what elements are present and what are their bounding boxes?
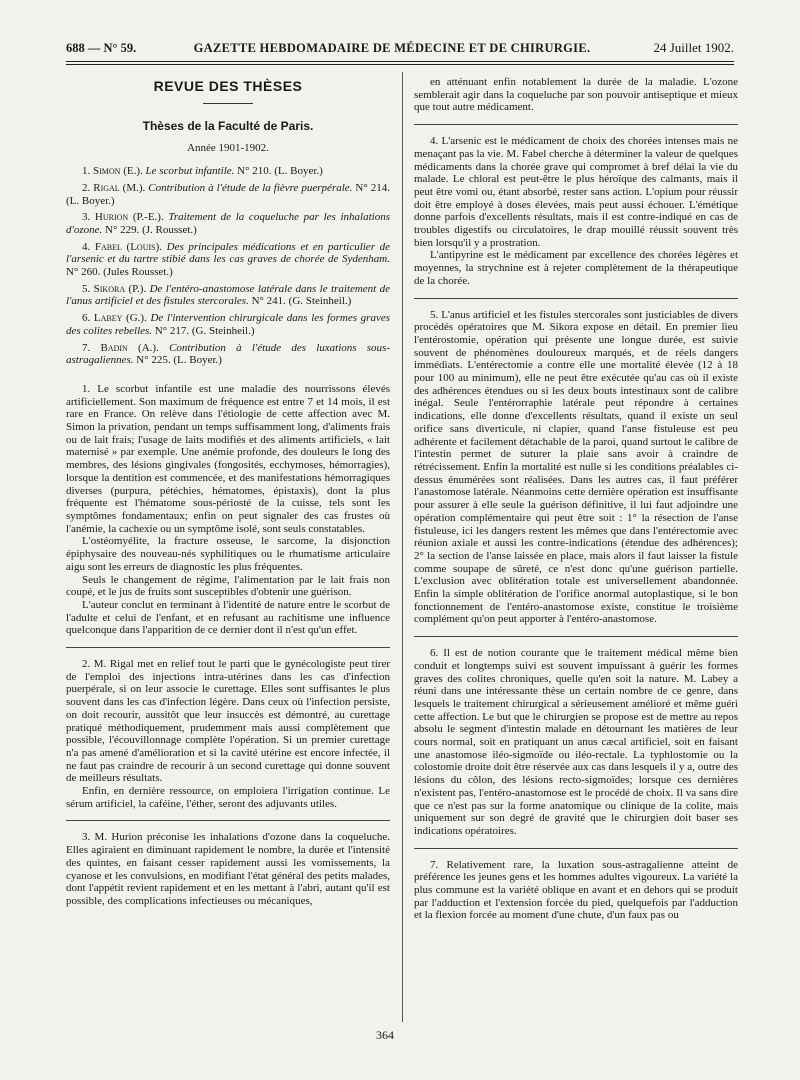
body-paragraph: 6. Il est de notion courante que le traitement médical même bien conduit et longtemps suivi est souvent impuissant à guérir les formes graves des colites chroniques, quelle qu'en soit la nature. M. Labey a réuni dans une intéressante thèse un certain nombre de ce genre, dans lesquels le traitement chirurgical a sérieusement amélioré et même guéri cette affection. Le but que le chirurgien se propose est de mettre au repos absolu le segment d'intestin malade en détournant les matières de leur cours normal, soit en pratiquant un anus cæcal artificiel, soit en faisant une anastomose iléo-sigmoïde ou iléo-rectale. La typhlostomie ou la colostomie droite doit être réservée aux cas dans lesquels il y a, outre des lésions du côlon, des lésions recto-sigmoïdes; lorsque ces dernières n'existent pas, l'entéro-anastomose est le procédé de choix. Il va sans dire que ce n'est pas sur la forme anatomique ou clinique de la colite, mais uniquement sur son degré de gravité que le chirurgien doit baser ses indications opératoires. <box>414 647 738 837</box>
thesis-entry <box>66 165 390 178</box>
thesis-entry <box>66 312 390 337</box>
body-paragraph: 2. M. Rigal met en relief tout le parti que le gynécologiste peut tirer de l'emploi des injections intra-utérines dans les cas d'infection puerpérale, si on leur associe le curettage. Elles sont suffisantes le plus souvent dans les cas d'infection légère. Dans ceux où l'infection persiste, on doit recourir, aussitôt que leur insuccès est démontré, au curettage pratiqué méthodiquement, prudemment mais aussi complètement que possible, l'écouvillonnage complète l'opération. Si un premier curettage n'a pas amené d'amélioration et si la cavité utérine est encore infectée, il ne faut pas craindre de recourir à un second curettage qui donne souvent de meilleurs résultats. <box>66 658 390 785</box>
thesis-reference: N° 260. (Jules Rousset.) <box>66 266 173 279</box>
journal-title: GAZETTE HEBDOMADAIRE DE MÉDECINE ET DE CHIRURGIE. <box>193 41 591 55</box>
subsection-title: Thèses de la Faculté de Paris. <box>142 118 314 133</box>
thesis-author: Badin (A.). <box>100 341 159 354</box>
body-paragraph: 4. L'arsenic est le médicament de choix des chorées intenses mais ne menaçant pas la vie. M. Fabel cherche à déterminer la valeur de quelques médicaments dans la chorée grave qui compromet à bref délai la vie du malade. Le chloral est peut-être le plus héroïque des calmants, mais il peut être vomi ou, étant absorbé, rester sans action. L'opium pour réussir doit être employé à doses élevées, mais peut aussi échouer. L'émétique donne parfois d'excellents résultats, mais il est contre-indiqué en cas de troubles digestifs ou circulatoires, le drap mouillé réussit souvent très bien lorsqu'il y a prostration. <box>414 135 738 249</box>
paragraph-separator <box>66 820 390 821</box>
thesis-reference: N° 229. (J. Rousset.) <box>105 223 197 236</box>
thesis-title: Des principales médications et en particulier de l'arsenic et du tartre stibié dans les cas graves de chorée de Sydenham. <box>66 240 390 266</box>
thesis-reference: N° 210. (L. Boyer.) <box>237 165 323 178</box>
issue-date: 24 Juillet 1902. <box>653 40 734 55</box>
paragraph-separator <box>414 848 738 849</box>
thesis-title: De l'intervention chirurgicale dans les formes graves des colites rebelles. <box>66 312 390 337</box>
paragraph-separator <box>414 298 738 299</box>
page-issue-number: 688 — N° 59. <box>66 41 137 55</box>
thesis-number: 5. <box>82 282 91 295</box>
thesis-title: Contribution à l'étude des luxations sous-astragaliennes. <box>66 341 390 367</box>
right-column <box>414 76 738 1034</box>
body-paragraph: L'auteur conclut en terminant à l'identité de nature entre le scorbut de l'adulte et celui de l'enfant, et en refusant au rachitisme une influence quelconque dans l'apparition de ce dernier dont il n'est qu'un effet. <box>66 598 390 637</box>
section-title: REVUE DES THÈSES <box>153 78 303 94</box>
thesis-title: De l'entéro-anastomose latérale dans le traitement de l'anus artificiel et des fistules stercorales. <box>66 282 390 308</box>
thesis-reference: N° 214. (L. Boyer.) <box>66 181 390 207</box>
theses-list <box>66 165 390 367</box>
thesis-entry <box>66 241 390 279</box>
thesis-entry <box>66 283 390 308</box>
academic-year: Année 1901-1902. <box>187 142 269 155</box>
body-paragraph: Enfin, en dernière ressource, on emploiera l'irrigation continue. Le sérum artificiel, la caféine, l'éther, seront des adjuvants utiles. <box>66 785 390 810</box>
header-rule-bottom <box>66 64 734 65</box>
thesis-author: Rigal (M.). <box>93 181 146 194</box>
paragraph-separator <box>66 647 390 648</box>
paragraph-separator <box>414 124 738 125</box>
thesis-title: Le scorbut infantile. <box>145 165 235 178</box>
thesis-author: Labey (G.). <box>93 312 147 325</box>
thesis-author: Simon (E.). <box>93 165 143 178</box>
thesis-number: 1. <box>82 165 91 178</box>
body-paragraph: L'ostéomyélite, la fracture osseuse, le sarcome, la disjonction épiphysaire des nouveau-nés syphilitiques ou le rhumatisme articulaire aigu sont les erreurs de diagnostic les plus fréquentes. <box>66 535 390 573</box>
thesis-author: Hurion (P.-E.). <box>94 211 164 224</box>
body-paragraph: 3. M. Hurion préconise les inhalations d'ozone dans la coqueluche. Elles agiraient en diminuant rapidement le nombre, la durée et l'intensité des quintes, en faisant cesser rapidement aussi les vomissements, la cyanose et les convulsions, en modifiant l'état général des petits malades, dont l'appétit revient rapidement et en les mettant à l'abri, autant qu'il est possible, des complications infectieuses ou mécaniques, <box>66 831 390 907</box>
body-paragraph: L'antipyrine est le médicament par excellence des chorées légères et moyennes, la strychnine est à rejeter complètement de la thérapeutique de la chorée. <box>414 249 738 287</box>
body-paragraph: en atténuant enfin notablement la durée de la maladie. L'ozone semblerait agir dans la coqueluche par son pouvoir antiseptique et mieux que tout autre médicament. <box>414 76 738 114</box>
thesis-number: 4. <box>82 240 91 253</box>
body-paragraph: 5. L'anus artificiel et les fistules stercorales sont justiciables de divers procédés opératoires que M. Sikora expose en détail. En premier lieu l'entérostomie, opération qui présente une longue durée, est suivie souvent de phénomènes douloureux marqués, et de réels dangers immédiats. L'entérectomie a contre elle une mortalité élevée (12 à 18 pour 100 au minimum), elle ne peut être exécutée qu'au cas où il existe des adhérences étendues ou si les deux bouts intestinaux sont de calibre inégal. Seule l'entérorraphie latérale peut répondre à certaines indications, elle donne d'excellents résultats, quand il existe un seul orifice sans diverticule, ni clapier, quand l'anse fistuleuse est peu adhérente et facilement détachable de la paroi, quand surtout le calibre de l'intestin permet de suturer la plaie sans avoir à craindre de rétrécissement. Enfin la mortalité est nulle si les conditions préalables ci-dessus énumérées sont réalisées. Dans les autres cas, il faut préférer l'anastomose latérale. Néanmoins cette dernière opération est insuffisante pour assurer à elle seule la guérison définitive, il lui faut adjoindre une opération complémentaire qui peut être soit : 1° la résection de l'anse fistuleuse, ici les dangers restent les mêmes que dans l'entérectomie avec réunion axiale et aussi les contre-indications (étendue des adhérences); 2° la section de l'anse laissée en place, mais alors il faut laisser la fistule comme soupape de sûreté, ce n'est donc qu'une guérison partielle. L'exclusion avec oblitération totale est universellement abandonnée. Enfin la simple oblitération de l'orifice anormal autoplastique, si le bon fonctionnement de l'entéro-anastomose existe, constitue le troisième complément qu'on peut apporter à l'entéro-anastomose. <box>414 308 738 626</box>
thesis-number: 2. <box>82 181 91 194</box>
thesis-number: 3. <box>82 211 91 224</box>
thesis-reference: N° 217. (G. Steinheil.) <box>154 324 255 337</box>
thesis-entry <box>66 342 390 367</box>
thesis-reference: N° 225. (L. Boyer.) <box>136 354 222 367</box>
running-header <box>66 40 734 58</box>
thesis-title: Contribution à l'étude de la fièvre puerpérale. <box>148 181 353 194</box>
thesis-number: 6. <box>82 312 91 325</box>
thesis-author: Fabel (Louis). <box>94 240 162 253</box>
body-paragraph: 1. Le scorbut infantile est une maladie des nourrissons élevés artificiellement. Son maximum de fréquence est entre 7 et 14 mois, il est rare en France. On relève dans l'étiologie de cette affection avec M. Simon la privation, pendant un temps suffisamment long, d'aliments frais ou de lait frais; l'usage de laits modifiés et des aliments artificiels, « lait maternisé » par exemple. Une anémie profonde, des douleurs le long des membres, des lésions gingivales (fongosités, ecchymoses, hémorragies), lorsque la dentition est commencée, et des manifestations hémorragiques diverses (purpura, pétéchies, hématomes, épistaxis), dont la plus fréquente est l'hématome sous-périosté de la cuisse, tels sont les symptômes fondamentaux; enfin on peut signaler des cas frustes où l'anémie, la cachexie ou un symptôme isolé, sont seuls constatables. <box>66 382 390 535</box>
thesis-number: 7. <box>82 341 91 354</box>
thesis-entry <box>66 182 390 207</box>
page-number: 364 <box>376 1028 394 1042</box>
body-paragraph: 7. Relativement rare, la luxation sous-astragalienne atteint de préférence les jeunes gens et les hommes adultes vigoureux. La variété la plus commune est la variété oblique en avant et en dehors qui se produit par l'adduction et l'extension forcée du pied, quelquefois par l'adduction et la flexion forcée au moment d'une chute, d'un faux pas ou <box>414 858 738 922</box>
title-rule <box>203 103 253 104</box>
paragraph-separator <box>414 636 738 637</box>
thesis-reference: N° 241. (G. Steinheil.) <box>251 295 352 308</box>
left-column <box>66 76 390 1034</box>
body-paragraph: Seuls le changement de régime, l'alimentation par le lait frais non coupé, et le jus de fruits sont susceptibles d'obtenir une guérison. <box>66 573 390 599</box>
thesis-author: Sikora (P.). <box>93 282 147 295</box>
thesis-title: Traitement de la coqueluche par les inhalations d'ozone. <box>66 211 390 236</box>
header-rule-top <box>66 61 734 62</box>
thesis-entry <box>66 211 390 236</box>
right-body-text <box>414 76 738 922</box>
left-body-text <box>66 383 390 908</box>
column-separator <box>402 72 403 1022</box>
